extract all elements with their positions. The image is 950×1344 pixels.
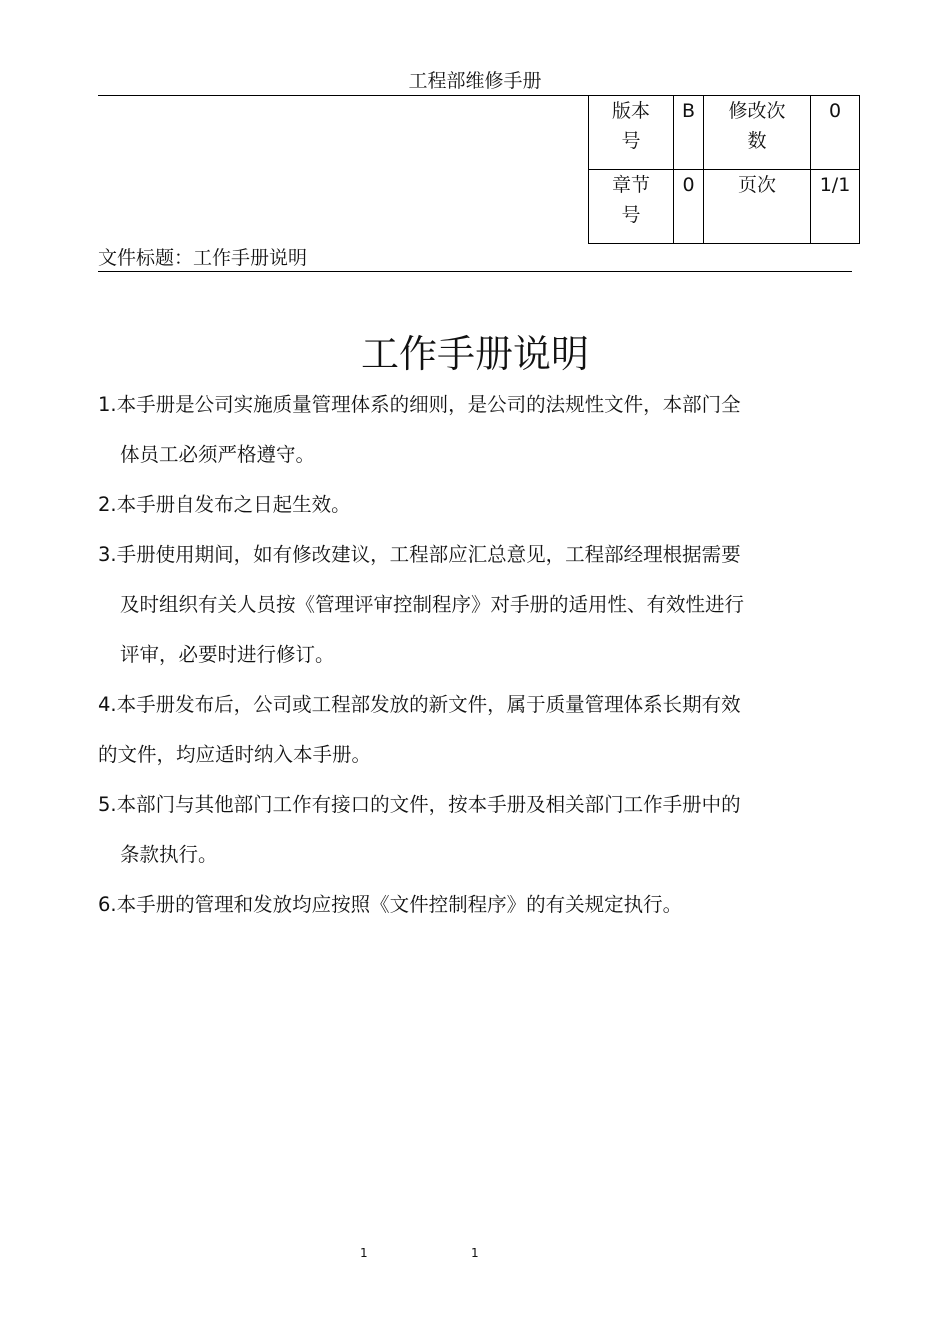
list-item: [98, 880, 858, 930]
version-label-line1: 版本: [611, 100, 650, 122]
chapter-label-cell: [589, 170, 674, 244]
page-label: 页次: [737, 174, 776, 196]
paragraph-line: 2.本手册自发布之日起生效。: [98, 493, 351, 516]
revision-value: 0: [828, 100, 842, 122]
list-item: [98, 530, 858, 680]
list-item: [98, 780, 858, 880]
file-title-line: [98, 244, 852, 272]
paragraph-line: 5.本部门与其他部门工作有接口的文件，按本手册及相关部门工作手册中的: [98, 793, 741, 816]
revision-label-line1: 修改次: [728, 100, 786, 122]
document-info-table: [588, 95, 860, 244]
revision-value-cell: [811, 96, 860, 170]
paragraph-line: 3.手册使用期间，如有修改建议，工程部应汇总意见，工程部经理根据需要: [98, 543, 741, 566]
paragraph-line: 体员工必须严格遵守。: [120, 443, 316, 466]
list-item: [98, 480, 858, 530]
page-header: [98, 68, 852, 96]
body-text: [98, 380, 858, 930]
chapter-label-line2: 号: [621, 204, 641, 226]
list-item: [98, 380, 858, 480]
header-title: 工程部维修手册: [408, 70, 542, 92]
page-value-cell: [811, 170, 860, 244]
chapter-value-cell: [674, 170, 704, 244]
paragraph-line: 及时组织有关人员按《管理评审控制程序》对手册的适用性、有效性进行: [120, 593, 745, 616]
paragraph-line: 的文件，均应适时纳入本手册。: [98, 743, 372, 766]
paragraph-line: 1.本手册是公司实施质量管理体系的细则，是公司的法规性文件，本部门全: [98, 393, 741, 416]
version-value: B: [681, 100, 696, 122]
list-item: [98, 680, 858, 780]
footer-page-number-right: 1: [471, 1246, 479, 1260]
paragraph-line: 6.本手册的管理和发放均应按照《文件控制程序》的有关规定执行。: [98, 893, 683, 916]
paragraph-line: 4.本手册发布后，公司或工程部发放的新文件，属于质量管理体系长期有效: [98, 693, 741, 716]
chapter-value: 0: [682, 174, 695, 196]
paragraph-line: 评审，必要时进行修订。: [120, 643, 335, 666]
file-title: 文件标题：工作手册说明: [98, 247, 308, 269]
revision-label-cell: [704, 96, 811, 170]
version-value-cell: [674, 96, 704, 170]
main-title: 工作手册说明: [360, 332, 589, 376]
page-value: 1/1: [819, 174, 851, 196]
footer-page-number-left: 1: [360, 1246, 368, 1260]
table-row: [589, 96, 860, 170]
revision-label-line2: 数: [747, 130, 767, 152]
paragraph-line: 条款执行。: [120, 843, 218, 866]
version-label-cell: [589, 96, 674, 170]
version-label-line2: 号: [621, 130, 641, 152]
page-label-cell: [704, 170, 811, 244]
chapter-label-line1: 章节: [611, 174, 650, 196]
table-row: [589, 170, 860, 244]
